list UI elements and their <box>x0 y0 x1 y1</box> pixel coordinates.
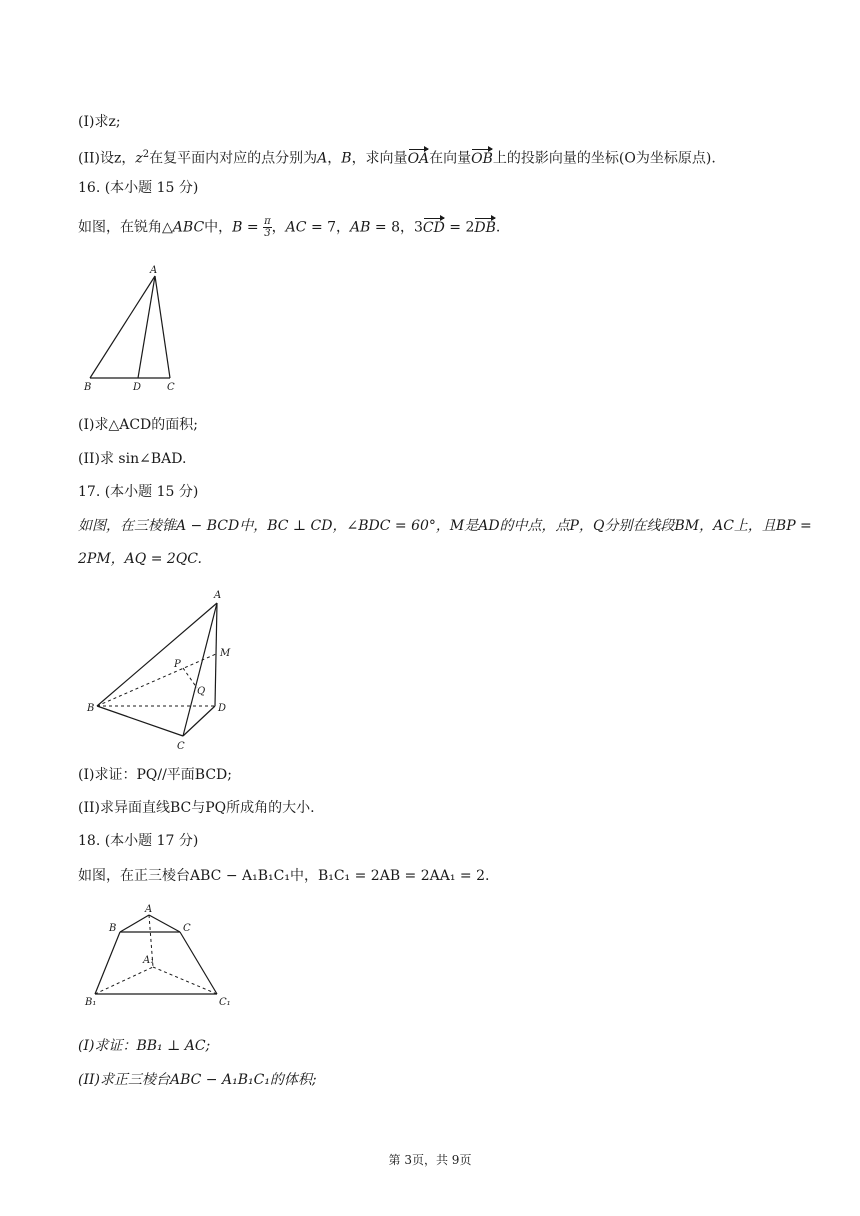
q17-stem-line2: 2PM，AQ = 2QC. <box>78 551 202 567</box>
q18-header: 18. (本小题 17 分) <box>78 833 199 849</box>
label-p: P <box>174 659 181 670</box>
q18-stem: 如图，在正三棱台ABC − A₁B₁C₁中，B₁C₁ = 2AB = 2AA₁ = 2. <box>78 868 490 884</box>
label-m: M <box>220 648 231 659</box>
q17-part1: (I)求证：PQ//平面BCD; <box>78 767 232 783</box>
label-c1: C₁ <box>219 997 231 1008</box>
q16-part2: (II)求 sin∠BAD. <box>78 451 187 467</box>
q15-part1: (I)求z; <box>78 114 121 130</box>
q18-part1: (I)求证：BB₁ ⊥ AC; <box>78 1038 211 1054</box>
label-c: C <box>177 741 185 752</box>
label-b: B <box>84 382 92 393</box>
q17-part2: (II)求异面直线BC与PQ所成角的大小. <box>78 800 315 816</box>
label-b1: B₁ <box>85 997 97 1008</box>
label-a: A <box>145 904 153 915</box>
label-a: A <box>150 265 158 276</box>
label-a: A <box>214 590 222 601</box>
label-a1: A₁ <box>143 955 155 966</box>
label-c: C <box>183 923 191 934</box>
q17-header: 17. (本小题 15 分) <box>78 484 199 500</box>
label-d: D <box>133 382 142 393</box>
q16-header: 16. (本小题 15 分) <box>78 180 199 196</box>
label-q: Q <box>197 686 206 697</box>
q16-stem: 如图，在锐角△ABC中，B = $\frac{\pi}{3}$ ，AC = 7，AB = 8，3CD = 2DB. <box>78 216 501 239</box>
label-c: C <box>167 382 175 393</box>
q16-part1: (I)求△ACD的面积; <box>78 417 198 433</box>
page-footer: 第 3页，共 9页 <box>388 1153 472 1167</box>
q18-part2: (II)求正三棱台ABC − A₁B₁C₁的体积; <box>78 1072 317 1088</box>
q15-part2: (II)设z，$z^2$在复平面内对应的点分别为A，B，求向量OA在向量OB上的投影向量的坐标(O为坐标原点). <box>78 149 716 167</box>
label-b: B <box>109 923 117 934</box>
label-b: B <box>87 703 95 714</box>
label-d: D <box>218 703 227 714</box>
q17-stem-line1: 如图，在三棱锥A − BCD中，BC ⊥ CD，∠BDC = 60°，M是AD的中点，点P，Q分别在线段BM，AC上，且BP = <box>78 518 812 534</box>
